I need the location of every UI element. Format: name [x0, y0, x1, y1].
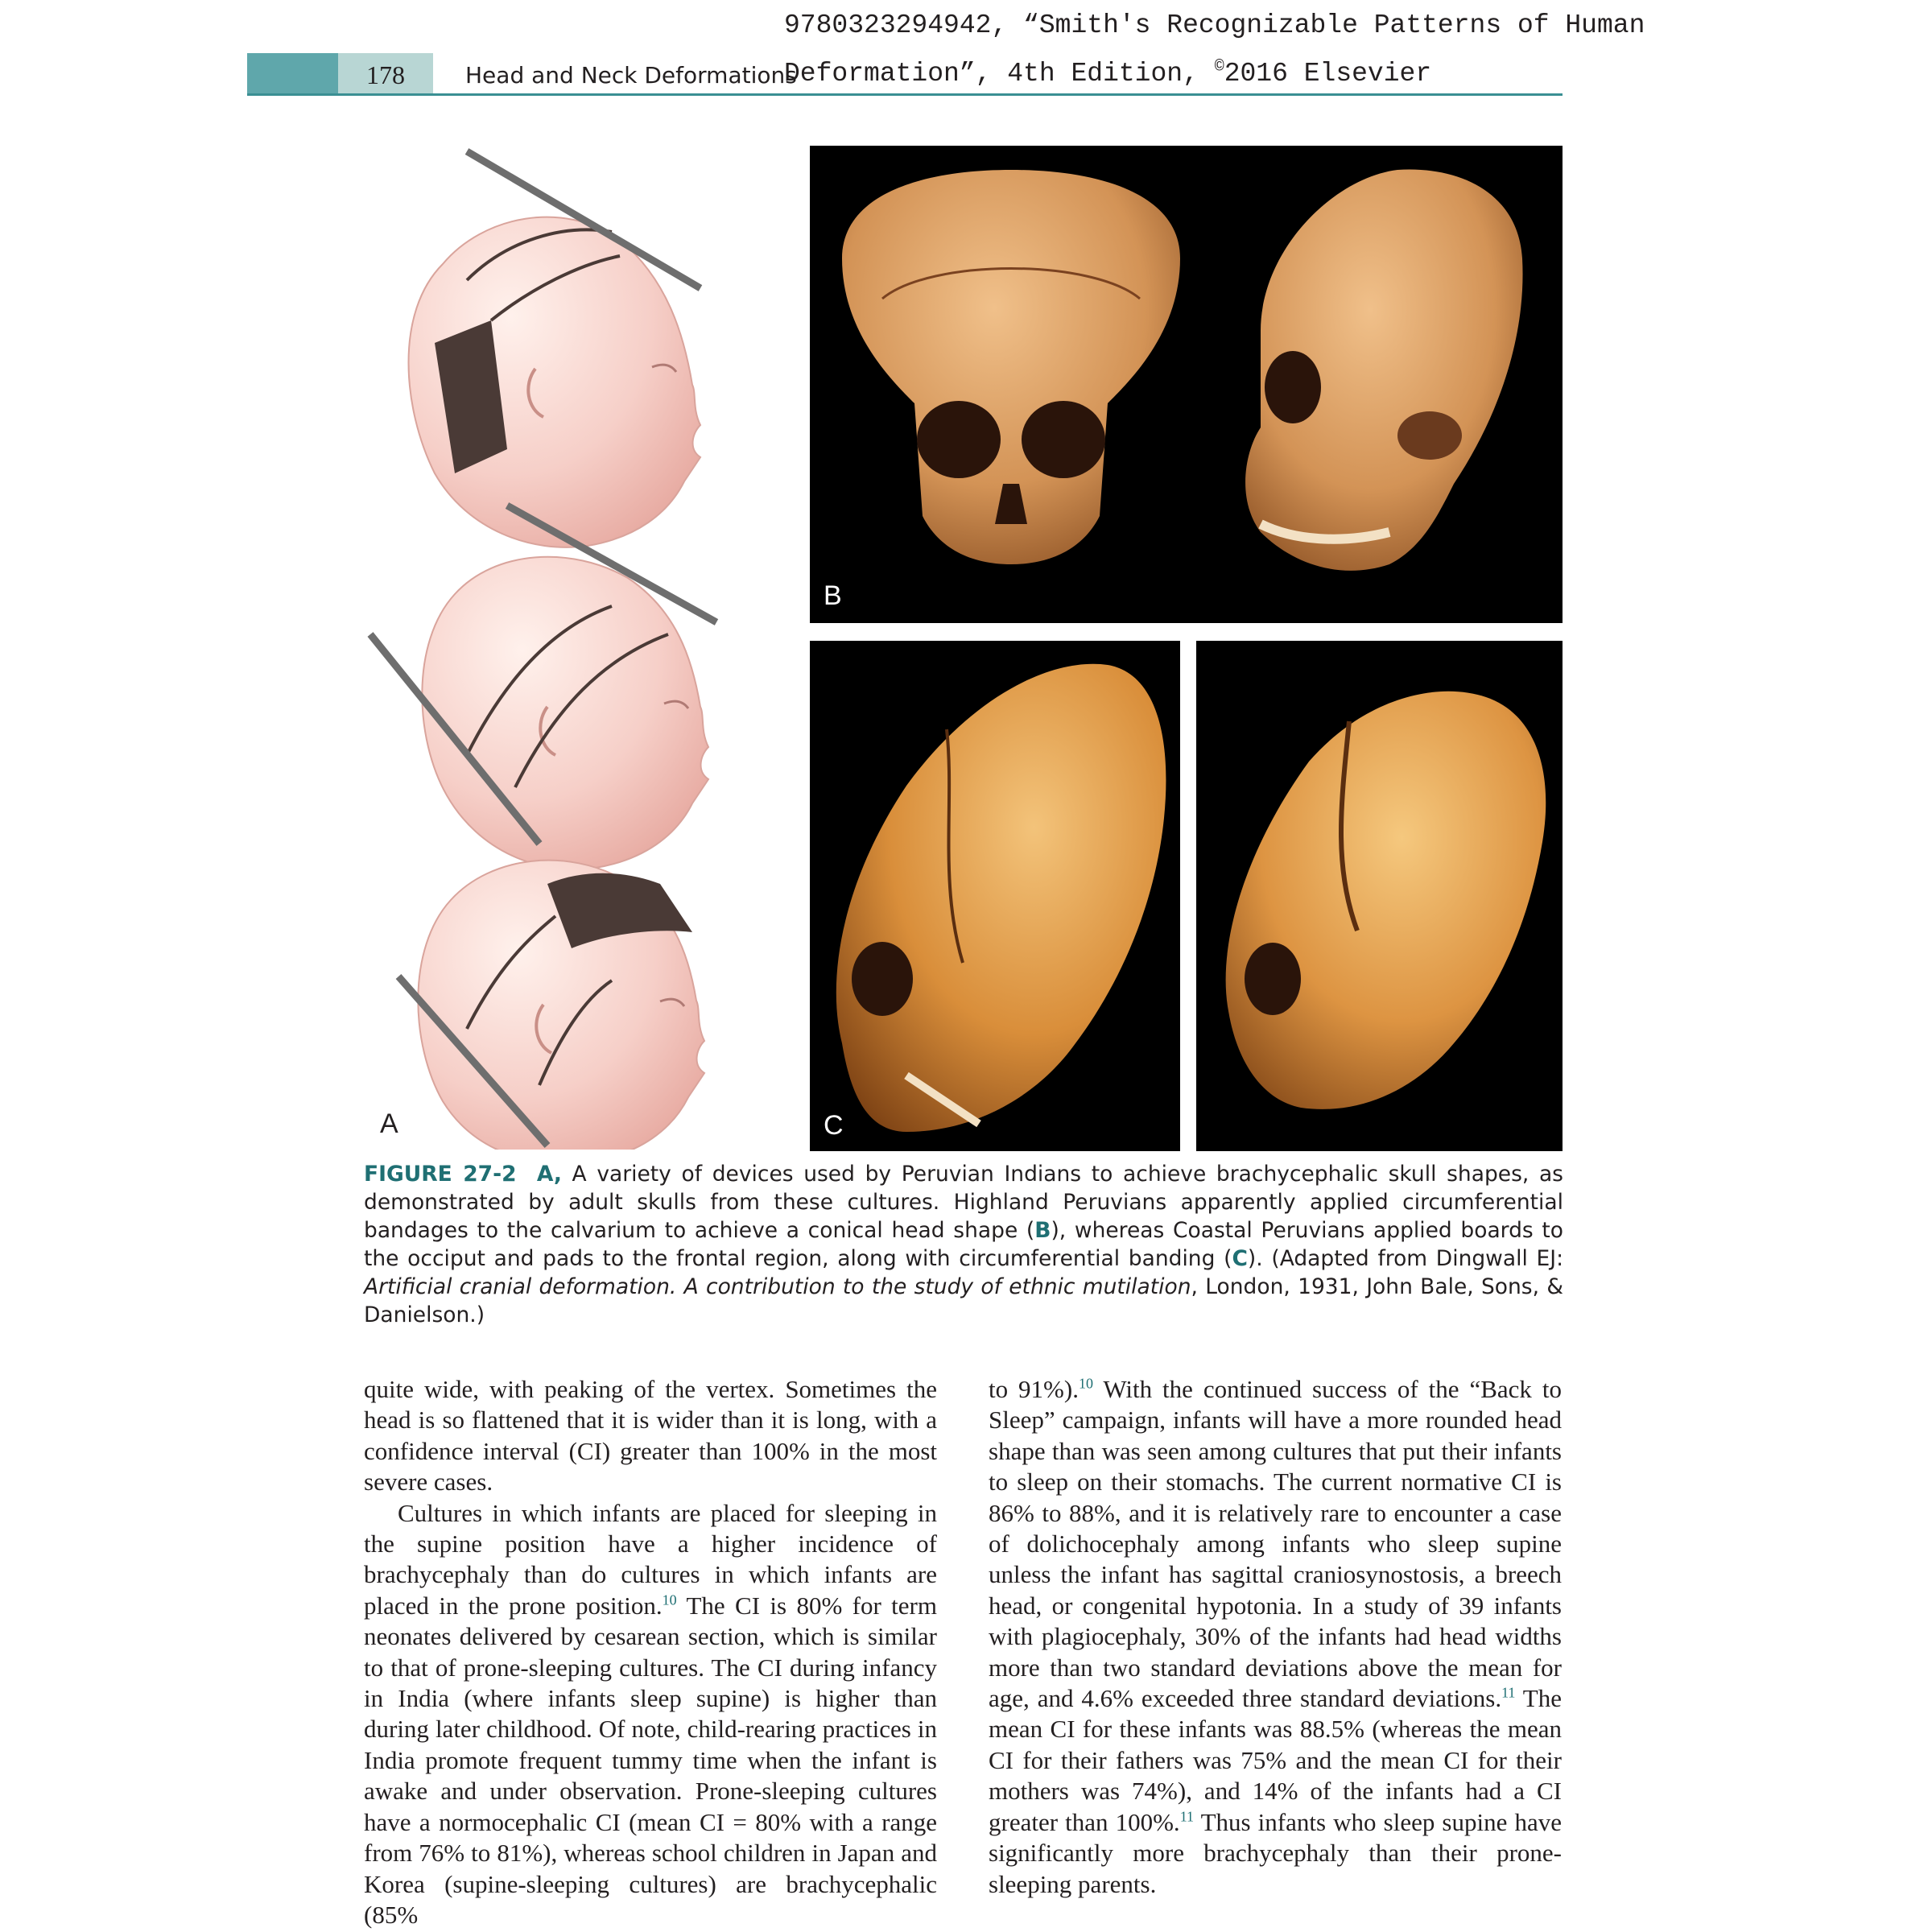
caption-text-3: ). (Adapted from Dingwall EJ: [1247, 1246, 1563, 1271]
reference-superscript[interactable]: 11 [1501, 1684, 1516, 1701]
caption-text-4: , London, 1931, John Bale, Sons, & Danielson.) [364, 1274, 1563, 1327]
figure-panel-b-photo [810, 146, 1563, 623]
section-title: Head and Neck Deformations [465, 62, 797, 89]
reference-superscript[interactable]: 10 [662, 1591, 677, 1608]
skull-elongated-left [810, 641, 1180, 1151]
header-accent-bar [247, 53, 338, 93]
skull-elongated-right [1196, 641, 1563, 1151]
skulls-photo-b [810, 146, 1563, 623]
citation-line-2: Deformation”, 4th Edition, ©2016 Elsevier [784, 58, 1432, 89]
panel-label-a: A [380, 1108, 398, 1139]
panel-label-b: B [824, 580, 842, 611]
body-column-left [364, 1374, 937, 1930]
infant-heads-illustration [346, 143, 797, 1150]
caption-panel-ref-b: B [1034, 1218, 1051, 1243]
body-paragraph: quite wide, with peaking of the vertex. Sometimes the head is so flattened that it is wider than it is long, with a confidence interval (CI) greater than 100% in the most severe cases. [364, 1375, 937, 1496]
body-paragraph: to 91%).$^{10}$ With the continued success of the “Back to Sleep” campaign, infants will have a more rounded head shape than was seen among cultures that put their infants to sleep on their stomachs. The current normative CI is 86% to 88%, and it is relatively rare to encounter a case of dolichocephaly among infants who sleep supine unless the infant has sagittal craniosynostosis, a breech head, or congenital hypotonia. In a study of 39 infants with plagiocephaly, 30% of the infants had head widths more than two standard deviations above the mean for age, and 4.6% exceeded three standard deviations.$^{11}$ The mean CI for these infants was 88.5% (whereas the mean CI for their fathers was 75% and the mean CI for their mothers was 74%), and 14% of the infants had a CI greater than 100%.$^{11}$ Thus infants who sleep supine have significantly more brachycephaly than their prone-sleeping parents. [989, 1375, 1562, 1898]
page-number: 178 [366, 60, 405, 89]
figure-panel-c-photo-left [810, 641, 1180, 1151]
caption-text-2: ), whereas Coastal Peruvians applied boards to the occiput and pads to the frontal region, along with circumferential banding ( [364, 1218, 1564, 1271]
infant-head-3 [398, 861, 704, 1150]
figure-label: FIGURE 27-2 [364, 1162, 517, 1187]
skull-frontal [842, 170, 1180, 564]
caption-panel-ref-a: A, [536, 1162, 562, 1187]
body-column-right [989, 1374, 1562, 1900]
infant-head-1 [409, 151, 701, 547]
caption-text-1: A variety of devices used by Peruvian Indians to achieve brachycephalic skull shapes, as demonstrated by adult skulls from these cultures. Highland Peruvians apparently applied circumferential bandages to the calvarium to achieve a conical head shape ( [364, 1162, 1563, 1243]
skull-lateral [1245, 170, 1522, 571]
body-paragraph: Cultures in which infants are placed for sleeping in the supine position have a higher incidence of brachycephaly than do cultures in which infants are placed in the prone position.$^{10}$ The CI is 80% for term neonates delivered by cesarean section, which is similar to that of prone-sleeping cultures. The CI during infancy in India (where infants sleep supine) is higher than during later childhood. Of note, child-rearing practices in India promote frequent tummy time when the infant is awake and under observation. Prone-sleeping cultures have a normocephalic CI (mean CI = 80% with a range from 76% to 81%), whereas school children in Japan and Korea (supine-sleeping cultures) are brachycephalic (85% [364, 1498, 937, 1929]
citation-line-1: 9780323294942, “Smith's Recognizable Patterns of Human [784, 10, 1645, 40]
book-citation [784, 5, 1734, 95]
caption-panel-ref-c: C [1232, 1246, 1248, 1271]
panel-label-c: C [824, 1110, 844, 1141]
figure-panel-a-illustration [346, 143, 797, 1150]
reference-superscript[interactable]: 10 [1078, 1375, 1093, 1392]
figure-caption [364, 1160, 1563, 1329]
infant-head-2 [370, 506, 716, 869]
figure-panel-c-photo-right [1196, 641, 1563, 1151]
caption-cited-title: Artificial cranial deformation. A contribution to the study of ethnic mutilation [364, 1274, 1191, 1299]
reference-superscript[interactable]: 11 [1179, 1808, 1195, 1825]
